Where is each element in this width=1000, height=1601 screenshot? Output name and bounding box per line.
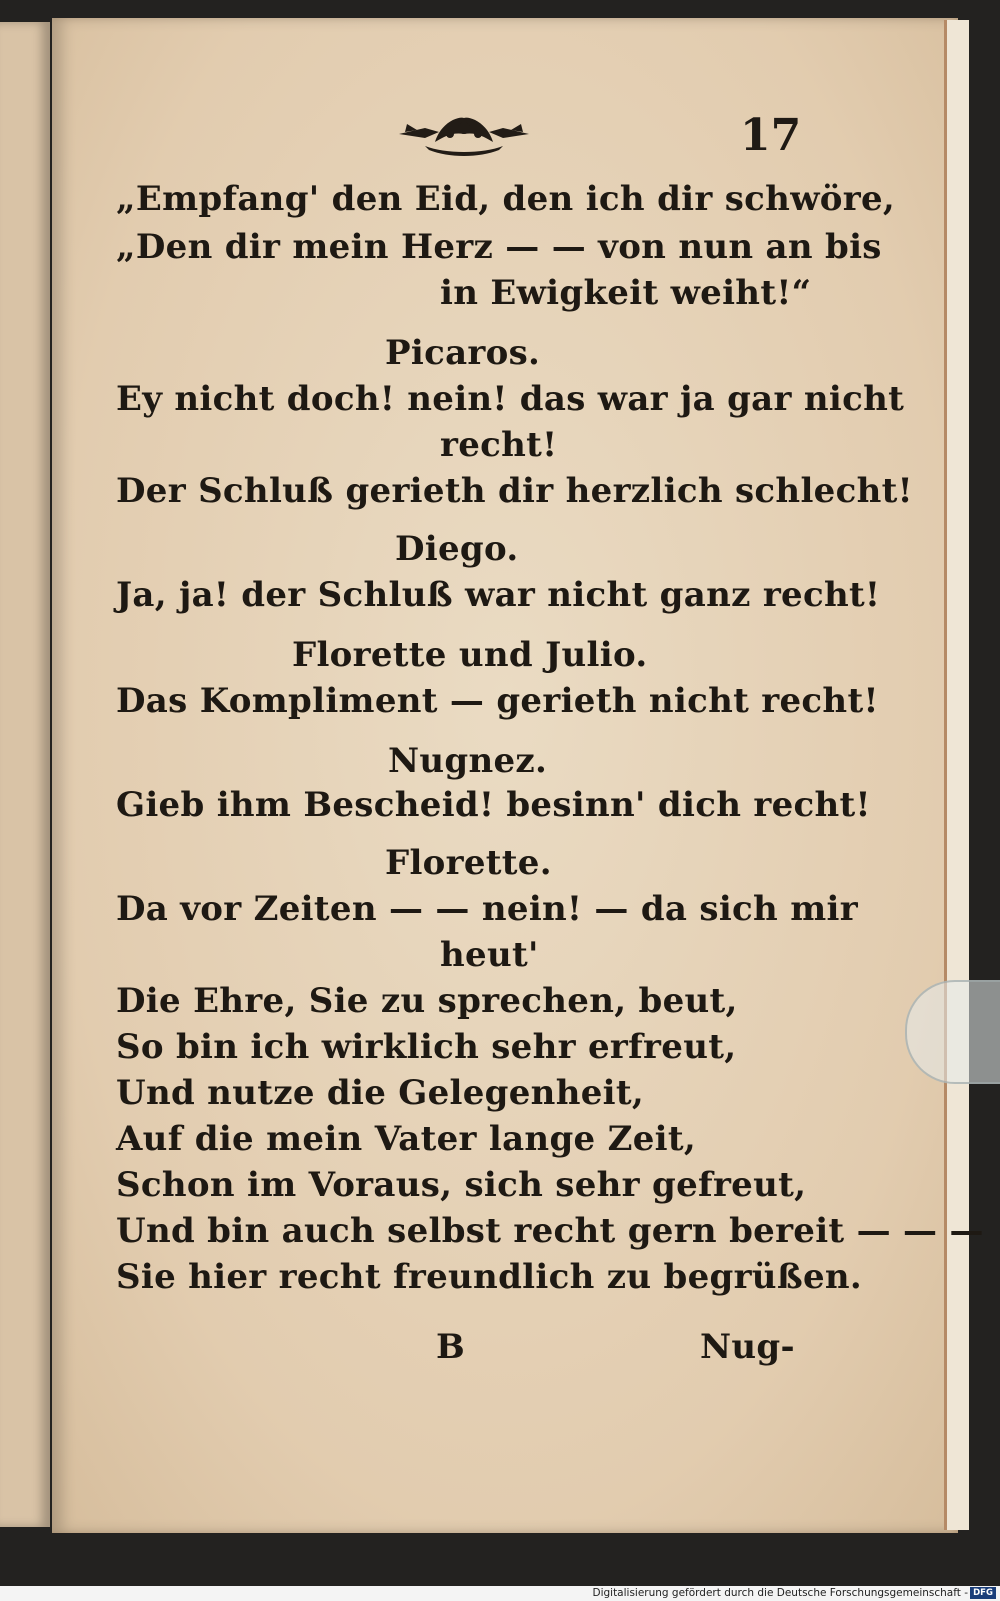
speaker-heading: Diego. [395,529,519,569]
verse-line: recht! [440,425,558,465]
catchword: Nug- [700,1327,795,1367]
page-edge-strip [944,20,969,1530]
verse-line: Schon im Voraus, sich sehr gefreut, [116,1165,807,1205]
verse-line: Gieb ihm Bescheid! besinn' dich recht! [116,785,871,825]
page-clip [905,980,1000,1084]
speaker-heading: Nugnez. [388,741,548,781]
verse-line: Auf die mein Vater lange Zeit, [116,1119,696,1159]
verse-line: Und bin auch selbst recht gern bereit — — — [116,1211,984,1251]
verse-line: Ja, ja! der Schluß war nicht ganz recht! [116,575,881,615]
verse-line: Das Kompliment — gerieth nicht recht! [116,681,879,721]
dfg-logo-icon: DFG [970,1587,996,1599]
verse-line: Die Ehre, Sie zu sprechen, beut, [116,981,738,1021]
verse-line: „Empfang' den Eid, den ich dir schwöre, [116,179,896,219]
left-page-edge [0,22,50,1527]
verse-line: Und nutze die Gelegenheit, [116,1073,645,1113]
speaker-heading: Florette und Julio. [292,635,648,675]
signature-mark: B [436,1327,466,1367]
verse-line: Ey nicht doch! nein! das war ja gar nicht [116,379,905,419]
verse-line: Da vor Zeiten — — nein! — da sich mir [116,889,858,929]
decorative-headpiece-icon [395,108,533,160]
speaker-heading: Picaros. [385,333,541,373]
verse-line: „Den dir mein Herz — — von nun an bis [116,227,882,267]
page-number: 17 [740,110,802,161]
speaker-heading: Florette. [385,843,552,883]
verse-line: in Ewigkeit weiht!“ [440,273,812,313]
funding-credit: Digitalisierung gefördert durch die Deutsche Forschungsgemeinschaft - [592,1587,968,1599]
verse-line: Sie hier recht freundlich zu begrüßen. [116,1257,863,1297]
verse-line: Der Schluß gerieth dir herzlich schlecht! [116,471,913,511]
verse-line: So bin ich wirklich sehr erfreut, [116,1027,737,1067]
verse-line: heut' [440,935,539,975]
